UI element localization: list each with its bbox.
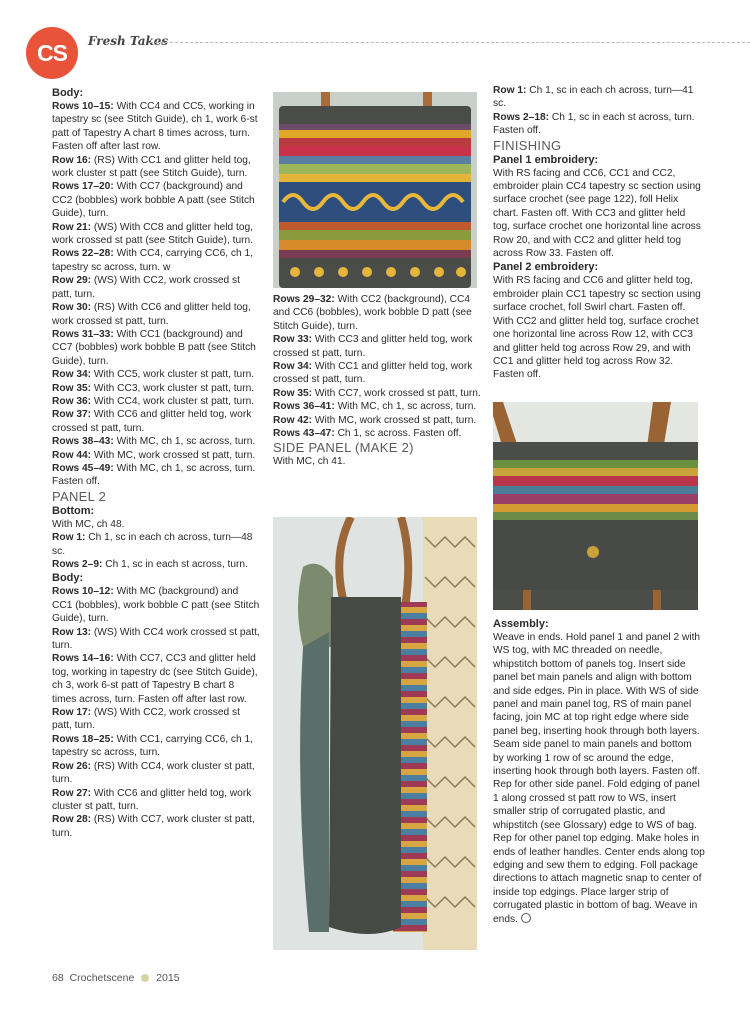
bag-side-photo	[273, 517, 477, 950]
instruction-text: (RS) With CC4, work cluster st patt, turn.	[52, 760, 255, 786]
row-label: Rows 18–25:	[52, 733, 114, 745]
subsection-heading	[493, 617, 705, 631]
instruction-paragraph	[52, 585, 260, 625]
instruction-text: Bottom:	[52, 504, 95, 517]
subsection-heading	[493, 260, 705, 274]
instruction-text: With MC, ch 48.	[52, 518, 125, 530]
row-label: Row 36:	[52, 395, 92, 407]
instruction-text: With MC, work crossed st patt, turn.	[312, 414, 477, 426]
magazine-name: Crochetscene	[69, 972, 135, 984]
instruction-text: With MC (background) and CC1 (bobbles), work bobble C patt (see Stitch Guide), turn.	[52, 586, 260, 625]
instruction-text: Ch 1, sc in each ch across, turn—41 sc.	[493, 85, 694, 110]
pattern-column-2	[273, 293, 481, 469]
section-heading	[52, 489, 260, 504]
instruction-text: (RS) With CC1 and glitter held tog, work cluster st patt (see Stitch Guide), turn.	[52, 154, 251, 180]
instruction-text: With CC2 (background), CC4 and CC6 (bobbles), work bobble D patt (see Stitch Guide), turn.	[273, 294, 472, 332]
instruction-paragraph	[273, 387, 481, 400]
instruction-paragraph	[52, 328, 260, 368]
instruction-text: PANEL 2	[52, 488, 107, 504]
instruction-paragraph	[273, 293, 481, 333]
bag-detail-photo	[493, 402, 698, 610]
instruction-paragraph	[52, 395, 260, 408]
row-label: Rows 10–15:	[52, 101, 114, 112]
instruction-text: With CC7, work crossed st patt, turn.	[312, 387, 481, 399]
instruction-text: With RS facing and CC6 and glitter held tog, embroider plain CC1 tapestry sc section using surface crochet, foll Swirl chart. Fasten off. With CC2 and glitter held tog, surface crochet one horizontal line across Row 12, with CC3 and glitter held tog across Row 29, and with CC1 and glitter held tog across Row 32. Fasten off.	[493, 275, 701, 381]
instruction-paragraph	[52, 449, 260, 462]
row-label: Rows 29–32:	[273, 294, 335, 305]
subsection-heading	[52, 571, 260, 585]
instruction-text: Ch 1, sc in each st across, turn.	[549, 111, 695, 123]
instruction-paragraph	[52, 247, 260, 274]
footer-dot-icon	[141, 974, 149, 982]
pattern-column-3	[493, 84, 705, 382]
row-label: Row 16:	[52, 154, 92, 166]
row-label: Rows 31–33:	[52, 328, 114, 340]
row-label: Rows 10–12:	[52, 586, 114, 598]
instruction-paragraph	[52, 475, 260, 488]
row-label: Rows 22–28:	[52, 248, 114, 260]
row-label: Row 21:	[52, 221, 92, 233]
section-title: Fresh Takes	[88, 34, 169, 48]
instruction-text: With MC, work crossed st patt, turn.	[91, 449, 256, 461]
instruction-paragraph	[273, 400, 481, 413]
row-label: Row 35:	[52, 382, 92, 394]
row-label: Rows 2–9:	[52, 559, 103, 570]
row-label: Row 34:	[52, 369, 92, 381]
row-label: Row 27:	[52, 787, 92, 799]
row-label: Rows 38–43:	[52, 436, 114, 448]
row-label: Row 17:	[52, 707, 92, 719]
instruction-paragraph	[493, 84, 705, 111]
row-label: Row 33:	[273, 334, 313, 346]
instruction-paragraph	[493, 124, 705, 137]
instruction-text: FINISHING	[493, 137, 562, 153]
bag-front-photo	[273, 92, 477, 288]
instruction-text: With CC3 and glitter held tog, work crossed st patt, turn.	[273, 334, 473, 359]
instruction-paragraph	[52, 813, 260, 840]
instruction-paragraph	[52, 760, 260, 787]
instruction-paragraph	[52, 408, 260, 435]
instruction-text: With MC, ch 1, sc across, turn.	[113, 462, 256, 474]
row-label: Row 13:	[52, 626, 92, 638]
page-footer	[52, 972, 180, 984]
instruction-text: Panel 2 embroidery:	[493, 261, 599, 274]
instruction-text: Fasten off.	[493, 125, 541, 137]
row-label: Row 30:	[52, 302, 92, 314]
instruction-paragraph	[52, 301, 260, 328]
row-label: Row 1:	[493, 85, 527, 96]
row-label: Rows 14–16:	[52, 653, 114, 665]
row-label: Row 34:	[273, 361, 313, 373]
instruction-paragraph	[52, 100, 260, 154]
instruction-paragraph	[493, 631, 705, 926]
instruction-paragraph	[52, 221, 260, 248]
instruction-paragraph	[52, 706, 260, 733]
row-label: Row 26:	[52, 760, 92, 772]
instruction-text: With CC7 (background) and CC2 (bobbles) work bobble A patt (see Stitch Guide), turn.	[52, 181, 255, 220]
instruction-paragraph	[52, 652, 260, 706]
instruction-paragraph	[493, 274, 705, 381]
row-label: Row 1:	[52, 532, 86, 544]
instruction-paragraph	[273, 427, 481, 440]
header-divider	[150, 42, 750, 43]
instruction-paragraph	[52, 154, 260, 181]
pattern-column-1	[52, 86, 260, 840]
instruction-text: With CC6 and glitter held tog, work crossed st patt, turn.	[52, 409, 252, 434]
instruction-text: With CC4, work cluster st patt, turn.	[91, 395, 255, 407]
instruction-text: With CC6 and glitter held tog, work cluster st patt, turn.	[52, 787, 252, 812]
instruction-text: Ch 1, sc in each st across, turn.	[102, 559, 248, 570]
instruction-text: (RS) With CC6 and glitter held tog, work crossed st patt, turn.	[52, 302, 251, 327]
row-label: Rows 36–41:	[273, 401, 335, 413]
instruction-text: Assembly:	[493, 618, 549, 630]
instruction-text: (WS) With CC2, work crossed st patt, turn.	[52, 275, 240, 300]
instruction-text: With MC, ch 41.	[273, 456, 346, 468]
instruction-paragraph	[52, 180, 260, 220]
instruction-paragraph	[52, 558, 260, 571]
instruction-paragraph	[52, 787, 260, 814]
instruction-paragraph	[52, 274, 260, 301]
instruction-paragraph	[273, 333, 481, 360]
instruction-text: With CC1, carrying CC6, ch 1, tapestry sc across, turn.	[52, 733, 254, 759]
instruction-text: Ch 1, sc in each ch across, turn—48 sc.	[52, 532, 253, 557]
row-label: Row 35:	[273, 387, 313, 399]
instruction-text: With CC4, carrying CC6, ch 1, tapestry sc across, turn. w	[52, 248, 254, 273]
instruction-text: With CC3, work cluster st patt, turn.	[91, 382, 255, 394]
row-label: Rows 2–18:	[493, 111, 550, 123]
instruction-text: Body:	[52, 87, 84, 99]
instruction-text: Panel 1 embroidery:	[493, 153, 599, 166]
row-label: Row 29:	[52, 275, 92, 287]
instruction-paragraph	[52, 518, 260, 531]
subsection-heading	[52, 504, 260, 518]
instruction-paragraph	[52, 462, 260, 475]
row-label: Row 37:	[52, 409, 92, 421]
section-heading	[273, 440, 481, 455]
instruction-text: Body:	[52, 572, 84, 585]
instruction-text: With RS facing and CC6, CC1 and CC2, embroider plain CC4 tapestry sc section using surface crochet (see page 122), foll Helix chart. Fasten off. With CC3 and glitter held tog, surface crochet one horizontal line across Row 20, and with CC2 and glitter held tog across Row 33. Fasten off.	[493, 167, 701, 260]
instruction-paragraph	[493, 111, 705, 124]
row-label: Row 44:	[52, 449, 92, 461]
section-heading	[493, 138, 705, 153]
instruction-text: With CC7, CC3 and glitter held tog, working in tapestry dc (see Stitch Guide), ch 3, work 6-st patt of Tapestry B chart 8 times across, turn. Fasten off after last row.	[52, 653, 258, 705]
instruction-text: (RS) With CC7, work cluster st patt, turn.	[52, 814, 255, 839]
instruction-text: (WS) With CC8 and glitter held tog, work crossed st patt (see Stitch Guide), turn.	[52, 221, 253, 247]
instruction-text: With CC5, work cluster st patt, turn.	[91, 369, 255, 381]
assembly-section	[493, 617, 705, 926]
instruction-text: (WS) With CC4 work crossed st patt, turn.	[52, 626, 260, 652]
instruction-text: With MC, ch 1, sc across, turn.	[113, 436, 256, 448]
row-label: Rows 17–20:	[52, 181, 114, 193]
instruction-paragraph	[52, 435, 260, 448]
row-label: Row 42:	[273, 414, 313, 426]
instruction-paragraph	[52, 368, 260, 381]
instruction-text: Ch 1, sc across. Fasten off.	[334, 428, 462, 440]
row-label: Rows 45–49:	[52, 462, 114, 474]
instruction-text: With CC1 (background) and CC7 (bobbles) work bobble B patt (see Stitch Guide), turn.	[52, 328, 256, 367]
instruction-text: With CC4 and CC5, working in tapestry sc (see Stitch Guide), ch 1, work 6-st patt of Tapestry A chart 8 times across, turn. Fasten off after last row.	[52, 101, 258, 153]
subsection-heading	[52, 86, 260, 100]
instruction-text: With CC1 and glitter held tog, work crossed st patt, turn.	[273, 361, 473, 386]
instruction-text: SIDE PANEL (MAKE 2)	[273, 440, 414, 456]
instruction-text: Weave in ends. Hold panel 1 and panel 2 with WS tog, with MC threaded on needle, whipstitch bottom of panels tog. Insert side panel bet main panels and align with bottom and side edges. Pin in place. With WS of side panel and main panel tog, RS of main panel facing, join MC at top right edge where side panel beg, inserting hook through both layers. Seam side panel to main panels and bottom by working 1 row of sc around the edge, inserting hook through both layers. Fasten off. Rep for other side panel. Fold edging of panel 1 along crossed st patt row to WS, insert smaller strip of corrugated plastic, and whipstitch (see Glossary) edge to WS of bag. Rep for other panel top edging. Make holes in ends of leather handles. Center ends along top edging and sew them to edging. Foll package directions to attach magnetic snap to center of inside top edgings. Place larger strip of corrugated plastic in bottom of bag. Weave in ends.	[493, 632, 705, 925]
end-of-pattern-icon	[521, 913, 531, 923]
instruction-paragraph	[52, 382, 260, 395]
instruction-paragraph	[52, 626, 260, 653]
logo-badge: CS	[26, 27, 78, 79]
page-number: 68	[52, 972, 64, 984]
instruction-text: Fasten off.	[52, 476, 100, 488]
issue-year: 2015	[156, 972, 180, 984]
instruction-paragraph	[52, 531, 260, 558]
instruction-paragraph	[273, 414, 481, 427]
subsection-heading	[493, 153, 705, 167]
instruction-text: With MC, ch 1, sc across, turn.	[334, 401, 477, 413]
row-label: Rows 43–47:	[273, 428, 335, 440]
instruction-paragraph	[273, 455, 481, 468]
instruction-paragraph	[493, 167, 705, 261]
instruction-paragraph	[273, 360, 481, 387]
instruction-paragraph	[52, 733, 260, 760]
instruction-text: (WS) With CC2, work crossed st patt, turn.	[52, 707, 240, 732]
row-label: Row 28:	[52, 814, 92, 826]
